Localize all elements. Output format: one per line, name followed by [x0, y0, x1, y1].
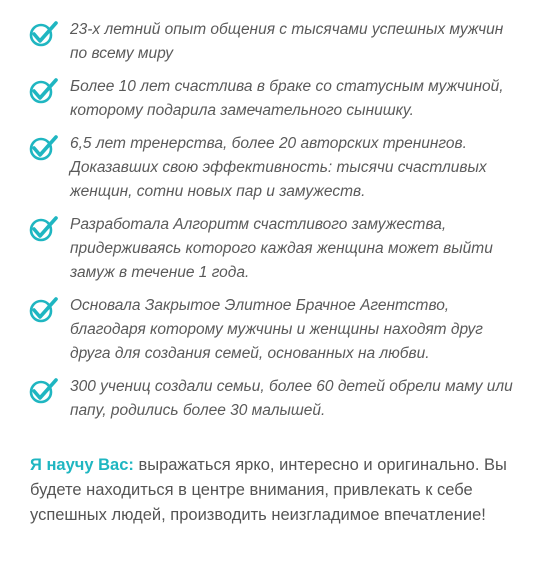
list-item — [28, 294, 518, 366]
item-line: по всему миру — [70, 45, 174, 62]
item-line: женщин, сотни новых пар и замужеств. — [70, 183, 366, 200]
item-line: 300 учениц создали семьи, более 60 детей обрели маму или — [70, 378, 513, 395]
item-line: замуж в течение 1 года. — [70, 264, 250, 281]
check-circle-icon — [28, 20, 58, 48]
item-line: 6,5 лет тренерства, более 20 авторских тренингов. — [70, 135, 467, 152]
item-line: друга для создания семей, основанных на любви. — [70, 345, 430, 362]
item-line: Основала Закрытое Элитное Брачное Агентство, — [70, 297, 450, 314]
list-item — [28, 132, 518, 204]
cta-lead: Я научу Вас: — [30, 456, 134, 474]
cta-line: будете находиться в центре внимания, привлекать к себе — [30, 481, 473, 499]
item-line: Разработала Алгоритм счастливого замужества, — [70, 216, 447, 233]
item-line: 23-х летний опыт общения с тысячами успешных мужчин — [70, 21, 504, 38]
list-item — [28, 375, 518, 423]
check-circle-icon — [28, 296, 58, 324]
teaching-paragraph — [30, 453, 515, 528]
check-circle-icon — [28, 377, 58, 405]
cta-text: выражаться ярко, интересно и оригинально. Вы — [133, 456, 507, 474]
item-line: которому подарила замечательного сынишку. — [70, 102, 414, 119]
achievements-list — [28, 18, 518, 432]
list-item — [28, 213, 518, 285]
cta-line: успешных людей, производить неизгладимое впечатление! — [30, 506, 486, 524]
check-circle-icon — [28, 215, 58, 243]
item-line: Более 10 лет счастлива в браке со статусным мужчиной, — [70, 78, 504, 95]
list-item — [28, 18, 518, 66]
check-circle-icon — [28, 77, 58, 105]
item-line: папу, родились более 30 малышей. — [70, 402, 326, 419]
item-line: благодаря которому мужчины и женщины находят друг — [70, 321, 483, 338]
check-circle-icon — [28, 134, 58, 162]
list-item — [28, 75, 518, 123]
item-line: придерживаясь которого каждая женщина может выйти — [70, 240, 493, 257]
cta-line — [30, 453, 515, 478]
item-line: Доказавших свою эффективность: тысячи счастливых — [70, 159, 487, 176]
